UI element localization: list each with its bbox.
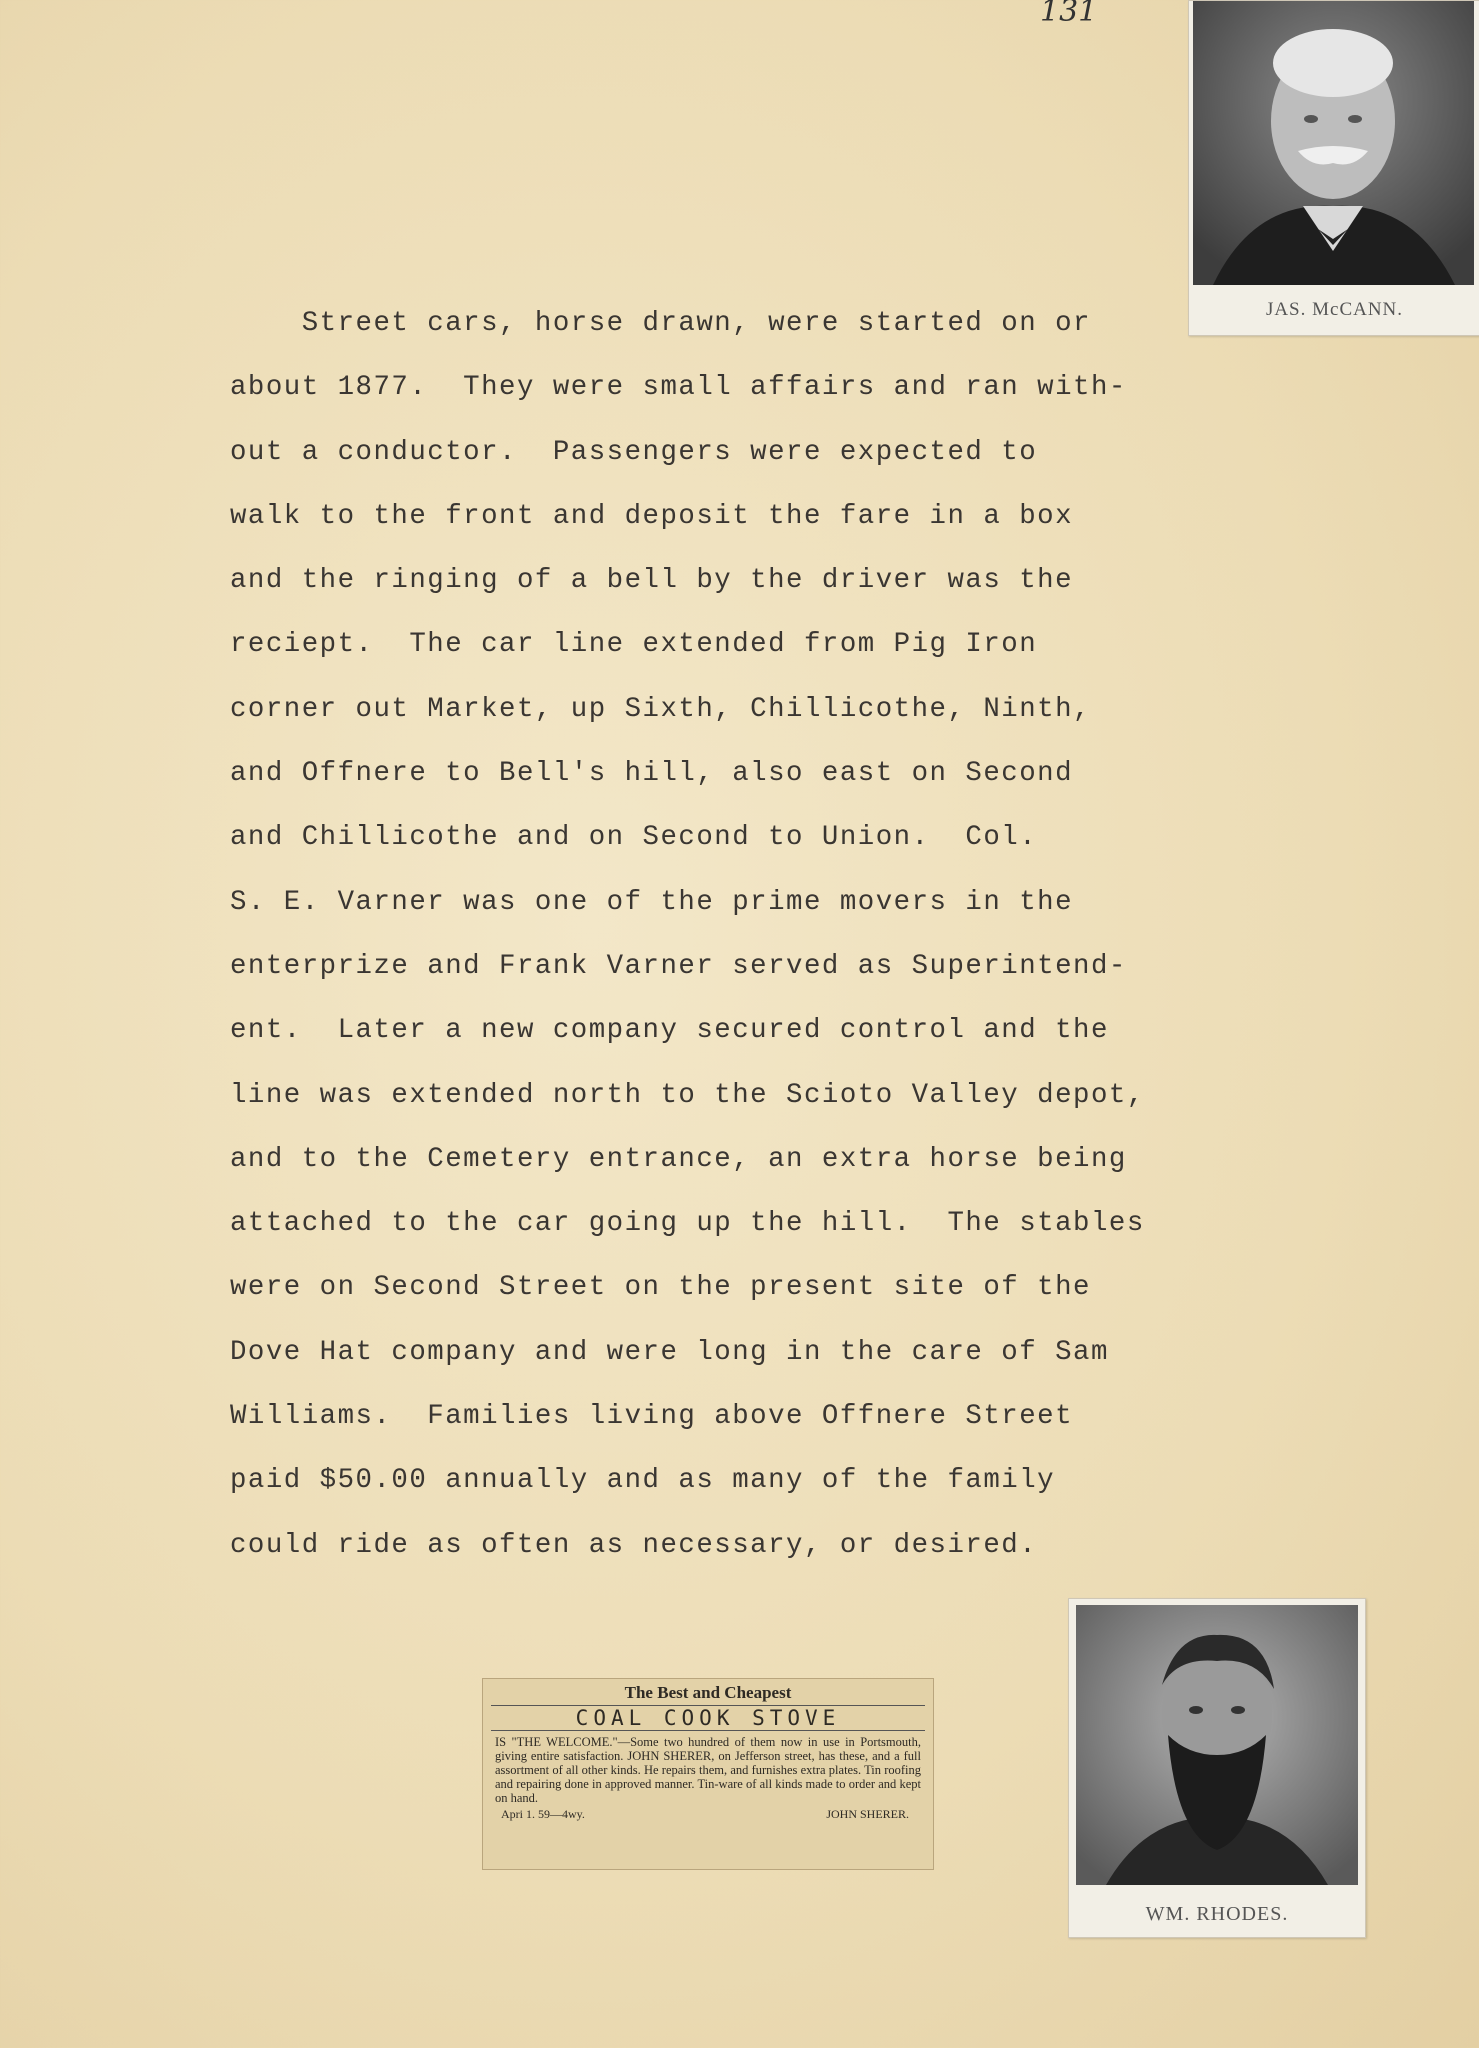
text-line: and Chillicothe and on Second to Union. Col. — [230, 822, 1038, 854]
clipping-footer — [501, 1807, 909, 1822]
clipping-body — [495, 1735, 921, 1805]
text-line: reciept. The car line extended from Pig Iron — [230, 629, 1038, 661]
text-line: and the ringing of a bell by the driver was the — [230, 565, 1074, 597]
text-line: ent. Later a new company secured control and the — [230, 1015, 1109, 1047]
text-line: paid $50.00 annually and as many of the family — [230, 1465, 1056, 1497]
page-number: 131 — [1040, 0, 1098, 29]
text-line: out a conductor. Passengers were expected to — [230, 436, 1038, 468]
clipping-title: COAL COOK STOVE — [491, 1705, 925, 1731]
text-line: could ride as often as necessary, or desired. — [230, 1529, 1038, 1561]
portrait-card-rhodes — [1068, 1598, 1366, 1938]
text-line: walk to the front and deposit the fare in a box — [230, 500, 1074, 532]
text-line: corner out Market, up Sixth, Chillicothe, Ninth, — [230, 693, 1091, 725]
typed-text-body — [230, 292, 1210, 1578]
text-line: and Offnere to Bell's hill, also east on Second — [230, 758, 1074, 790]
text-line: S. E. Varner was one of the prime movers in the — [230, 886, 1074, 918]
text-line: attached to the car going up the hill. The stables — [230, 1208, 1145, 1240]
text-line: Street cars, horse drawn, were started on or — [230, 308, 1091, 339]
text-line: and to the Cemetery entrance, an extra horse being — [230, 1143, 1127, 1175]
clipping-body-text: IS "THE WELCOME."—Some two hundred of them now in use in Portsmouth, giving entire satisfaction. JOHN SHERER, on Jefferson street, has these, and a full assortment of all other kinds. He repairs them, and furnishes extra plates. Tin roofing and repairing done in approved manner. Tin-ware of all kinds made to order and kept on hand. — [495, 1735, 921, 1805]
text-line: line was extended north to the Scioto Valley depot, — [230, 1079, 1145, 1111]
clipping-date: Apri 1. 59—4wy. — [501, 1807, 585, 1821]
text-line: were on Second Street on the present site of the — [230, 1272, 1091, 1304]
text-line: about 1877. They were small affairs and ran with- — [230, 372, 1127, 404]
text-line: Dove Hat company and were long in the care of Sam — [230, 1336, 1109, 1368]
portrait-card-mccann — [1188, 0, 1479, 336]
newspaper-clipping — [482, 1678, 934, 1870]
portrait-photo-mccann — [1193, 1, 1474, 285]
clipping-signature: JOHN SHERER. — [826, 1807, 909, 1821]
portrait-photo-rhodes — [1076, 1605, 1358, 1885]
clipping-heading: The Best and Cheapest — [624, 1683, 792, 1702]
portrait-caption-mccann: JAS. McCANN. — [1265, 299, 1404, 320]
portrait-caption-rhodes: WM. RHODES. — [1145, 1903, 1289, 1925]
text-line: enterprize and Frank Varner served as Superintend- — [230, 950, 1127, 982]
text-line: Williams. Families living above Offnere Street — [230, 1401, 1074, 1433]
